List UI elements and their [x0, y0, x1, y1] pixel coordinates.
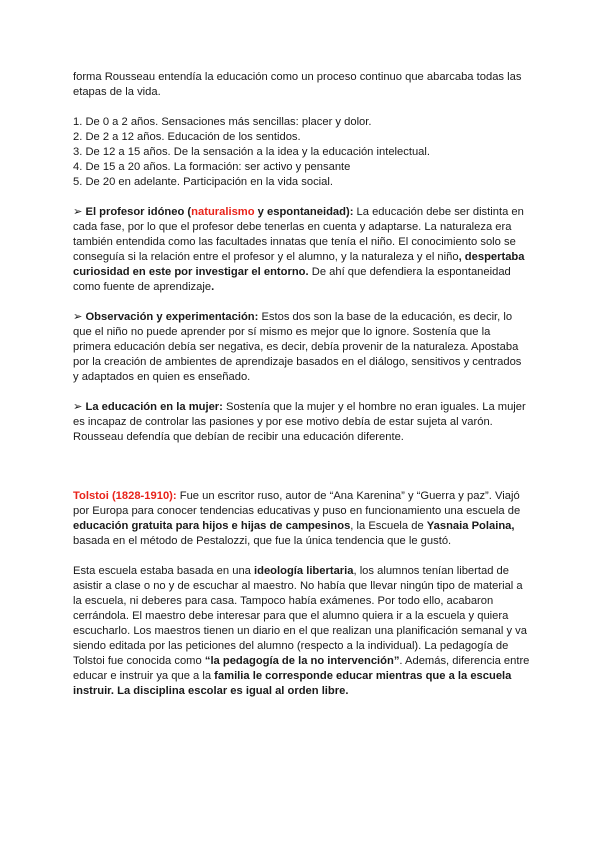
tolstoi-text-c: basada en el método de Pestalozzi, que fue la única tendencia que le gustó. — [73, 535, 452, 547]
tolstoi-name: Tolstoi (1828-1910): — [73, 490, 177, 502]
escuela-bold-a: ideología libertaria — [254, 565, 354, 577]
tolstoi-paragraph — [73, 489, 530, 549]
arrow-bullet-icon: ➢ — [73, 311, 83, 323]
section-spacer — [73, 460, 530, 489]
escuela-paragraph — [73, 564, 530, 699]
profesor-paragraph — [73, 205, 530, 295]
tolstoi-text-b: , la Escuela de — [350, 520, 427, 532]
escuela-text-c: . Además, diferencia entre educar e instruir ya que a la — [73, 655, 530, 682]
tolstoi-text-a: Fue un escritor ruso, autor de “Ana Karenina” y “Guerra y paz”. Viajó por Europa para conocer tendencias educativas y puso en funcionamiento una escuela de — [73, 490, 521, 517]
arrow-bullet-icon: ➢ — [73, 206, 83, 218]
arrow-bullet-icon: ➢ — [73, 401, 83, 413]
escuela-bold-c: familia le corresponde educar mientras que a la escuela instruir. La disciplina escolar es igual al orden libre. — [73, 670, 512, 697]
mujer-paragraph — [73, 400, 530, 445]
observacion-paragraph — [73, 310, 530, 385]
naturalismo-highlight: naturalismo — [191, 206, 255, 218]
stages-list — [73, 115, 530, 190]
profesor-bold-end: . — [211, 281, 215, 293]
tolstoi-bold-a: educación gratuita para hijos e hijas de campesinos — [73, 520, 351, 532]
escuela-text-a: Esta escuela estaba basada en una — [73, 565, 254, 577]
observacion-heading: Observación y experimentación: — [85, 311, 259, 323]
mujer-text: Sostenía que la mujer y el hombre no eran iguales. La mujer es incapaz de controlar las pasiones y por ese motivo debía de estar sujeta al varón. Rousseau defendía que debían de recibir una educación diferente. — [73, 401, 526, 443]
profesor-text-c: De ahí que defendiera la espontaneidad como fuente de aprendizaje — [73, 266, 511, 293]
intro-paragraph: forma Rousseau entendía la educación como un proceso continuo que abarcaba todas las etapas de la vida. — [73, 71, 522, 98]
escuela-bold-b: “la pedagogía de la no intervención” — [204, 655, 400, 667]
profesor-text-a: La educación debe ser distinta en cada fase, por lo que el profesor debe tenerlas en cuenta y adaptarse. La naturaleza era también entendida como las facultades innatas que tenía el niño. El conocimiento solo se conseguía si la relación entre el profesor y el alumno, y la naturaleza y el niño — [73, 206, 524, 263]
stage-item: 1. De 0 a 2 años. Sensaciones más sencillas: placer y dolor. — [73, 116, 372, 128]
observacion-text: Estos dos son la base de la educación, es decir, lo que el niño no puede aprender por sí mismo es mejor que lo ignore. Sostenía que la primera educación debía ser negativa, es decir, debía provenir de la naturaleza. Apostaba por la creación de ambientes de aprendizaje basados en el diálogo, sensitivos y centrados y adaptados en quien es enseñado. — [73, 311, 522, 383]
stage-item: 5. De 20 en adelante. Participación en la vida social. — [73, 176, 333, 188]
stage-item: 4. De 15 a 20 años. La formación: ser activo y pensante — [73, 161, 351, 173]
escuela-text-b: , los alumnos tenían libertad de asistir a clase o no y de escuchar al maestro. No había que llevar ningún tipo de material a la escuela, ni deberes para casa. Tampoco había exámenes. Por todo ello, acabaron cerrándola. El maestro debe interesar para que el alumno quiera ir a la escuela y quiera escucharlo. Los maestros tienen un diario en el que realizan una planificación semanal y va siendo editada por las peticiones del alumno (respecto a la individual). La pedagogía de Tolstoi fue conocida como — [73, 565, 527, 667]
stage-item: 3. De 12 a 15 años. De la sensación a la idea y la educación intelectual. — [73, 146, 430, 158]
stage-item: 2. De 2 a 12 años. Educación de los sentidos. — [73, 131, 301, 143]
profesor-bold-b: , despertaba curiosidad en este por investigar el entorno. — [73, 251, 525, 278]
profesor-heading-b: y espontaneidad): — [254, 206, 354, 218]
mujer-heading: La educación en la mujer: — [85, 401, 223, 413]
tolstoi-bold-b: Yasnaia Polaina, — [426, 520, 515, 532]
profesor-heading-a: El profesor idóneo ( — [85, 206, 192, 218]
